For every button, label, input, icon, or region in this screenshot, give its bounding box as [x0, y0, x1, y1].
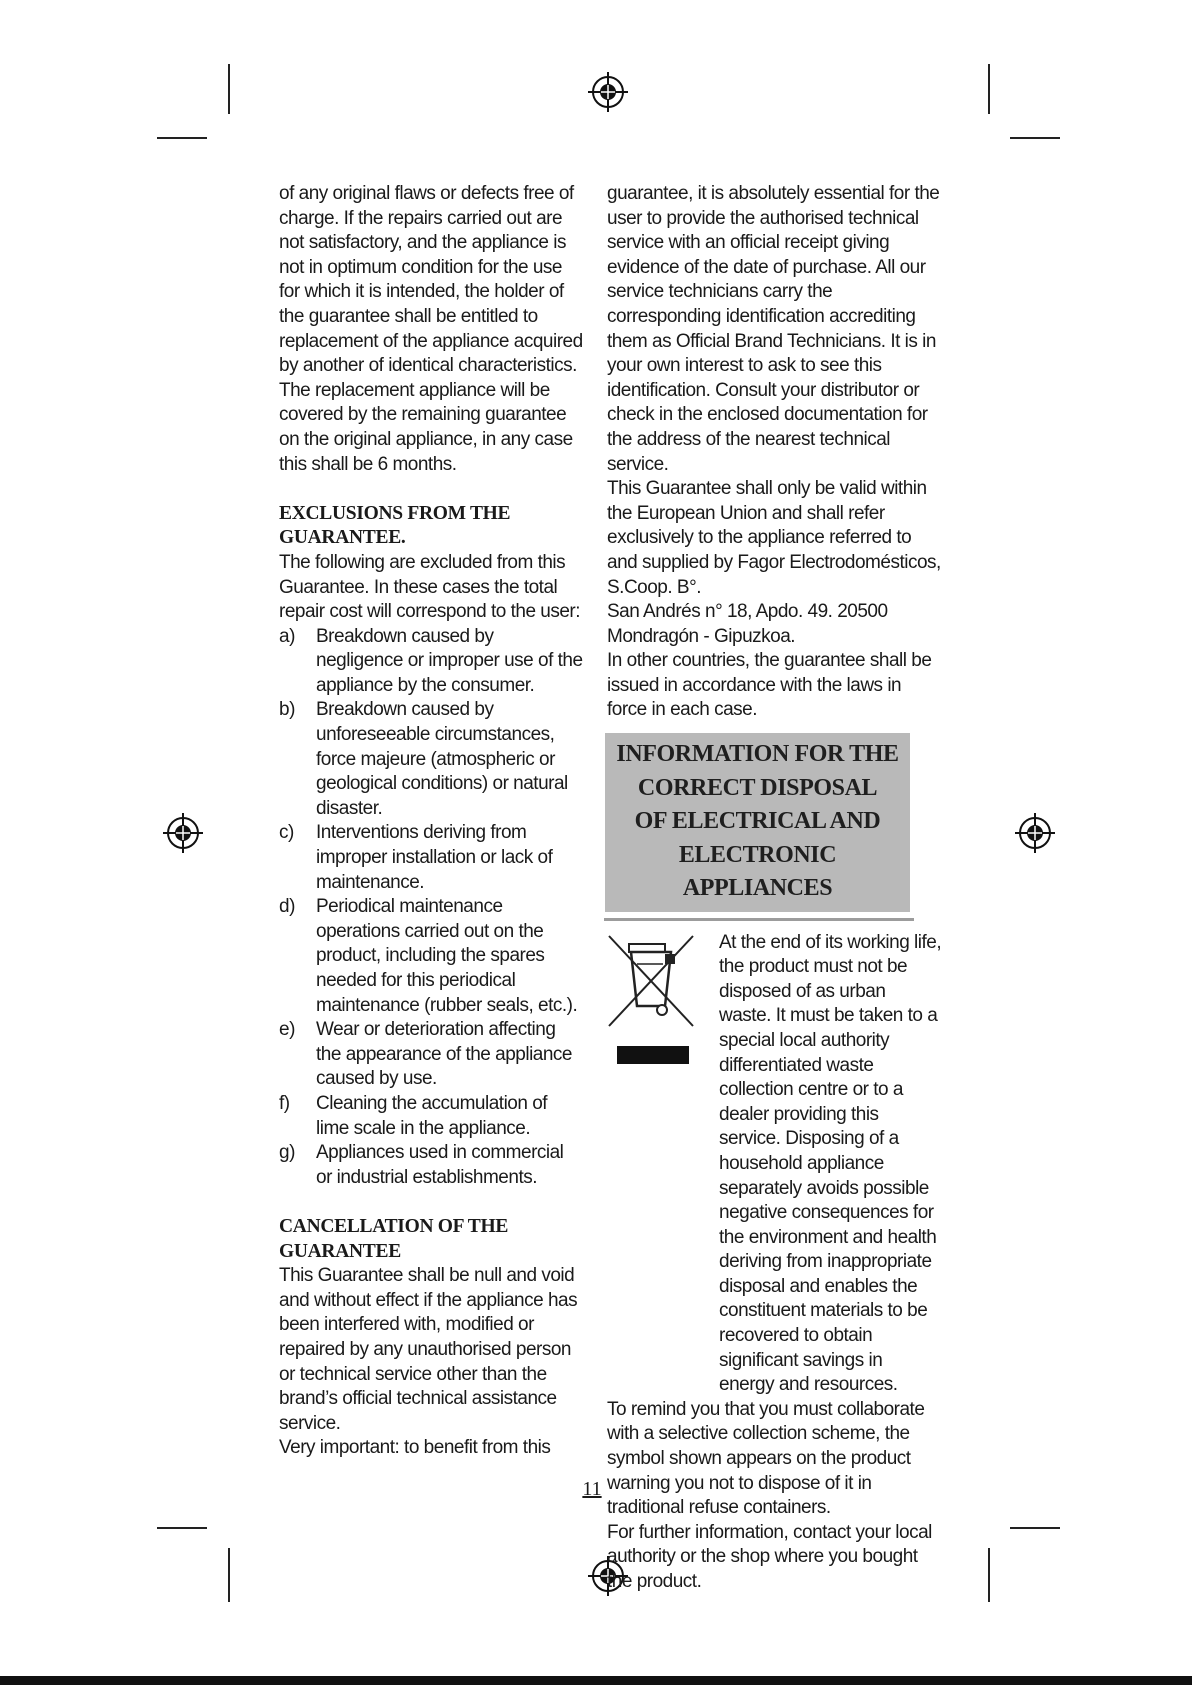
exclusions-list: [279, 625, 584, 1191]
exclusion-item: [279, 1092, 584, 1141]
crop-mark: [1010, 137, 1060, 139]
left-column: [279, 182, 584, 1461]
exclusion-letter: a): [279, 625, 295, 647]
exclusion-item: [279, 625, 584, 699]
exclusion-letter: d): [279, 896, 295, 918]
exclusion-text: Appliances used in commercial or industrial establishments.: [316, 1142, 564, 1188]
exclusion-text: Wear or deterioration affecting the appearance of the appliance caused by use.: [316, 1019, 572, 1090]
right-column: [607, 182, 942, 1595]
address-paragraph: San Andrés n° 18, Apdo. 49. 20500 Mondragón - Gipuzkoa.: [607, 601, 888, 647]
exclusion-letter: b): [279, 699, 295, 721]
crop-mark: [157, 1527, 207, 1529]
guarantee-intro-paragraph: of any original flaws or defects free of charge. If the repairs carried out are not satisfactory, and the appliance is not in optimum condition for the use for which it is intended, the holder of the guarantee shall be entitled to replacement of the appliance acquired by another of identical characteristics. The replacement appliance will be covered by the remaining guarantee on the original appliance, in any case this shall be 6 months.: [279, 183, 583, 475]
cancellation-heading-line: CANCELLATION OF THE: [279, 1215, 509, 1237]
further-info-paragraph: For further information, contact your local authority or the shop where you bought the product.: [607, 1521, 932, 1592]
page-edge-band: [0, 1676, 1192, 1685]
cancellation-paragraph: This Guarantee shall be null and void and without effect if the appliance has been interfered with, modified or repaired by any unauthorised person or technical service other than the brand’s official technical assistance service.: [279, 1265, 578, 1434]
exclusion-letter: e): [279, 1019, 295, 1041]
cancellation-heading-line: GUARANTEE: [279, 1240, 401, 1262]
crop-mark: [228, 64, 230, 114]
box-title-line: ELECTRONIC APPLIANCES: [678, 841, 837, 902]
exclusion-text: Interventions deriving from improper installation or lack of maintenance.: [316, 822, 553, 893]
exclusion-item: [279, 821, 584, 895]
crop-mark: [988, 64, 990, 114]
exclusion-item: [279, 895, 584, 1018]
exclusion-item: [279, 698, 584, 821]
disposal-section: [607, 931, 942, 1398]
validity-paragraph: This Guarantee shall only be valid within the European Union and shall refer exclusively to the appliance referred to and supplied by Fagor Electrodomésticos, S.Coop. B°.: [607, 478, 941, 598]
crop-mark: [988, 1548, 990, 1602]
exclusion-text: Breakdown caused by unforeseeable circumstances, force majeure (atmospheric or geological conditions) or natural disaster.: [316, 699, 568, 819]
exclusion-text: Breakdown caused by negligence or improper use of the appliance by the consumer.: [316, 625, 583, 696]
crop-mark: [1010, 1527, 1060, 1529]
registration-mark-icon: [163, 813, 203, 853]
crop-mark: [228, 1548, 230, 1602]
exclusions-intro-paragraph: The following are excluded from this Guarantee. In these cases the total repair cost will correspond to the user:: [279, 551, 581, 623]
page-number: 11: [582, 1478, 602, 1500]
exclusion-text: Periodical maintenance operations carried out on the product, including the spares needed for this periodical maintenance (rubber seals, etc.).: [316, 896, 578, 1016]
box-title-line: OF ELECTRICAL AND: [634, 808, 881, 835]
disposal-text: At the end of its working life, the product must not be disposed of as urban waste. It must be taken to a special local authority differentiated waste collection centre or to a dealer providing this service. Disposing of a household appliance separately avoids possible negative consequences for the environment and health deriving from inappropriate disposal and enables the constituent materials to be recovered to obtain significant savings in energy and resources.: [719, 931, 942, 1396]
important-note: Very important: to benefit from this: [279, 1437, 551, 1459]
exclusions-heading-line: EXCLUSIONS FROM THE: [279, 502, 511, 524]
registration-mark-icon: [1015, 813, 1055, 853]
exclusion-text: Cleaning the accumulation of lime scale in the appliance.: [316, 1092, 548, 1139]
cancellation-heading: [279, 1215, 584, 1264]
disposal-info-box: [605, 733, 910, 912]
exclusion-letter: g): [279, 1142, 295, 1164]
crop-mark: [157, 137, 207, 139]
box-title-line: CORRECT DISPOSAL: [637, 774, 878, 801]
remind-paragraph: To remind you that you must collaborate with a selective collection scheme, the symbol shown appears on the product warning you not to dispose of it in traditional refuse containers.: [607, 1398, 925, 1519]
exclusion-item: [279, 1018, 584, 1092]
crossed-out-wheelie-bin-icon: [607, 934, 697, 1068]
exclusions-heading: [279, 502, 584, 551]
exclusions-heading-line: GUARANTEE.: [279, 527, 406, 549]
continued-guarantee-paragraph: guarantee, it is absolutely essential for the user to provide the authorised technical service with an official receipt giving evidence of the date of purchase. All our service technicians carry the corresponding identification accrediting them as Official Brand Technicians. It is in your own interest to ask to see this identification. Consult your distributor or check in the enclosed documentation for the address of the nearest technical service.: [607, 183, 940, 475]
box-title-line: INFORMATION FOR THE: [616, 741, 899, 768]
divider: [604, 918, 914, 921]
registration-mark-icon: [588, 72, 628, 112]
exclusion-item: [279, 1141, 584, 1190]
other-countries-paragraph: In other countries, the guarantee shall be issued in accordance with the laws in force in each case.: [607, 650, 932, 721]
exclusion-letter: c): [279, 822, 294, 844]
exclusion-letter: f): [279, 1092, 290, 1114]
disposal-paragraph: [719, 931, 942, 1398]
